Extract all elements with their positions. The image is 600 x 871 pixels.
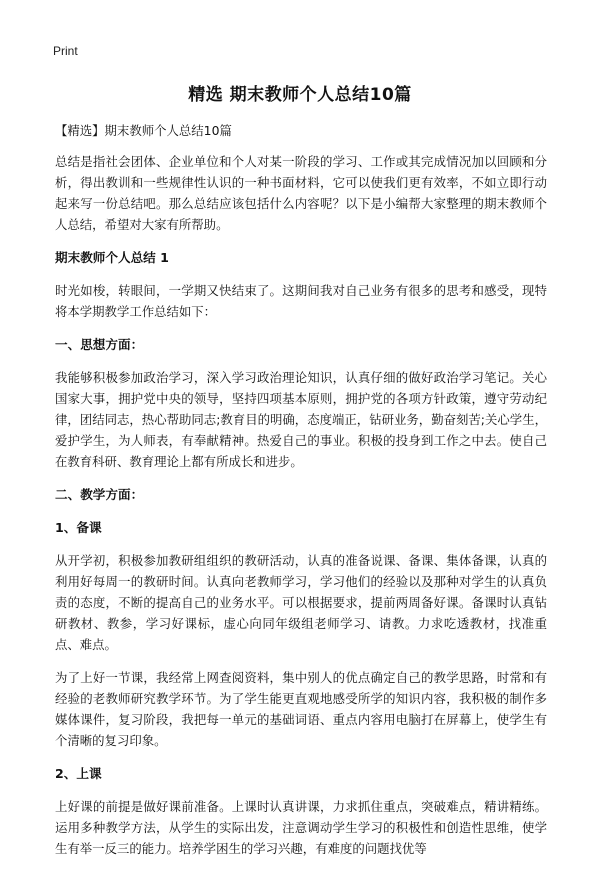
- document-subtitle: 【精选】期末教师个人总结10篇: [55, 123, 232, 138]
- section-heading: 期末教师个人总结 1: [55, 250, 169, 265]
- lesson-prep-paragraph-1: 从开学初，积极参加教研组组织的教研活动，认真的准备说课、备课、集体备课，认真的利用好每周一的教研时间。认真向老教师学习，学习他们的经验以及那种对学生的认真负责的态度，不断的提高自己的业务水平。可以根据要求，提前两周备好课。备课时认真钻研教材、教参，学习好课标，虚心向同年级组老师学习、请教。力求吃透教材，找准重点、难点。: [55, 553, 547, 652]
- print-label: Print: [53, 44, 78, 58]
- subheading-class: 2、上课: [55, 766, 102, 781]
- ideology-paragraph: 我能够积极参加政治学习，深入学习政治理论知识，认真仔细的做好政治学习笔记。关心国家大事，拥护党中央的领导，坚持四项基本原则，拥护党的各项方针政策，遵守劳动纪律，团结同志，热心帮助同志;教育目的明确，态度端正，钻研业务，勤奋刻苦;关心学生，爱护学生，为人师表，有奉献精神。热爱自己的事业。积极的投身到工作之中去。使自己在教育科研、教育理论上都有所成长和进步。: [55, 370, 547, 469]
- document-body: [55, 120, 547, 871]
- class-paragraph-1: 上好课的前提是做好课前准备。上课时认真讲课，力求抓住重点，突破难点，精讲精练。运用多种教学方法，从学生的实际出发，注意调动学生学习的积极性和创造性思维，使学生有举一反三的能力。培养学困生的学习兴趣，有难度的问题找优等: [55, 799, 547, 856]
- lesson-prep-paragraph-2: 为了上好一节课，我经常上网查阅资料，集中别人的优点确定自己的教学思路，时常和有经验的老教师研究教学环节。为了学生能更直观地感受所学的知识内容，我积极的制作多媒体课件，复习阶段，我把每一单元的基础词语、重点内容用电脑打在屏幕上，使学生有个清晰的复习印象。: [55, 670, 547, 748]
- subheading-lesson-prep: 1、备课: [55, 520, 102, 535]
- page-title: 精选 期末教师个人总结10篇: [188, 85, 412, 105]
- part-heading-ideology: 一、思想方面：: [55, 337, 144, 352]
- section-intro-paragraph: 时光如梭，转眼间，一学期又快结束了。这期间我对自己业务有很多的思考和感受，现特将本学期教学工作总结如下：: [55, 283, 547, 319]
- part-heading-teaching: 二、教学方面：: [55, 487, 144, 502]
- intro-paragraph: 总结是指社会团体、企业单位和个人对某一阶段的学习、工作或其完成情况加以回顾和分析，得出教训和一些规律性认识的一种书面材料，它可以使我们更有效率，不如立即行动起来写一份总结吧。那么总结应该包括什么内容呢？以下是小编帮大家整理的期末教师个人总结，希望对大家有所帮助。: [55, 154, 547, 232]
